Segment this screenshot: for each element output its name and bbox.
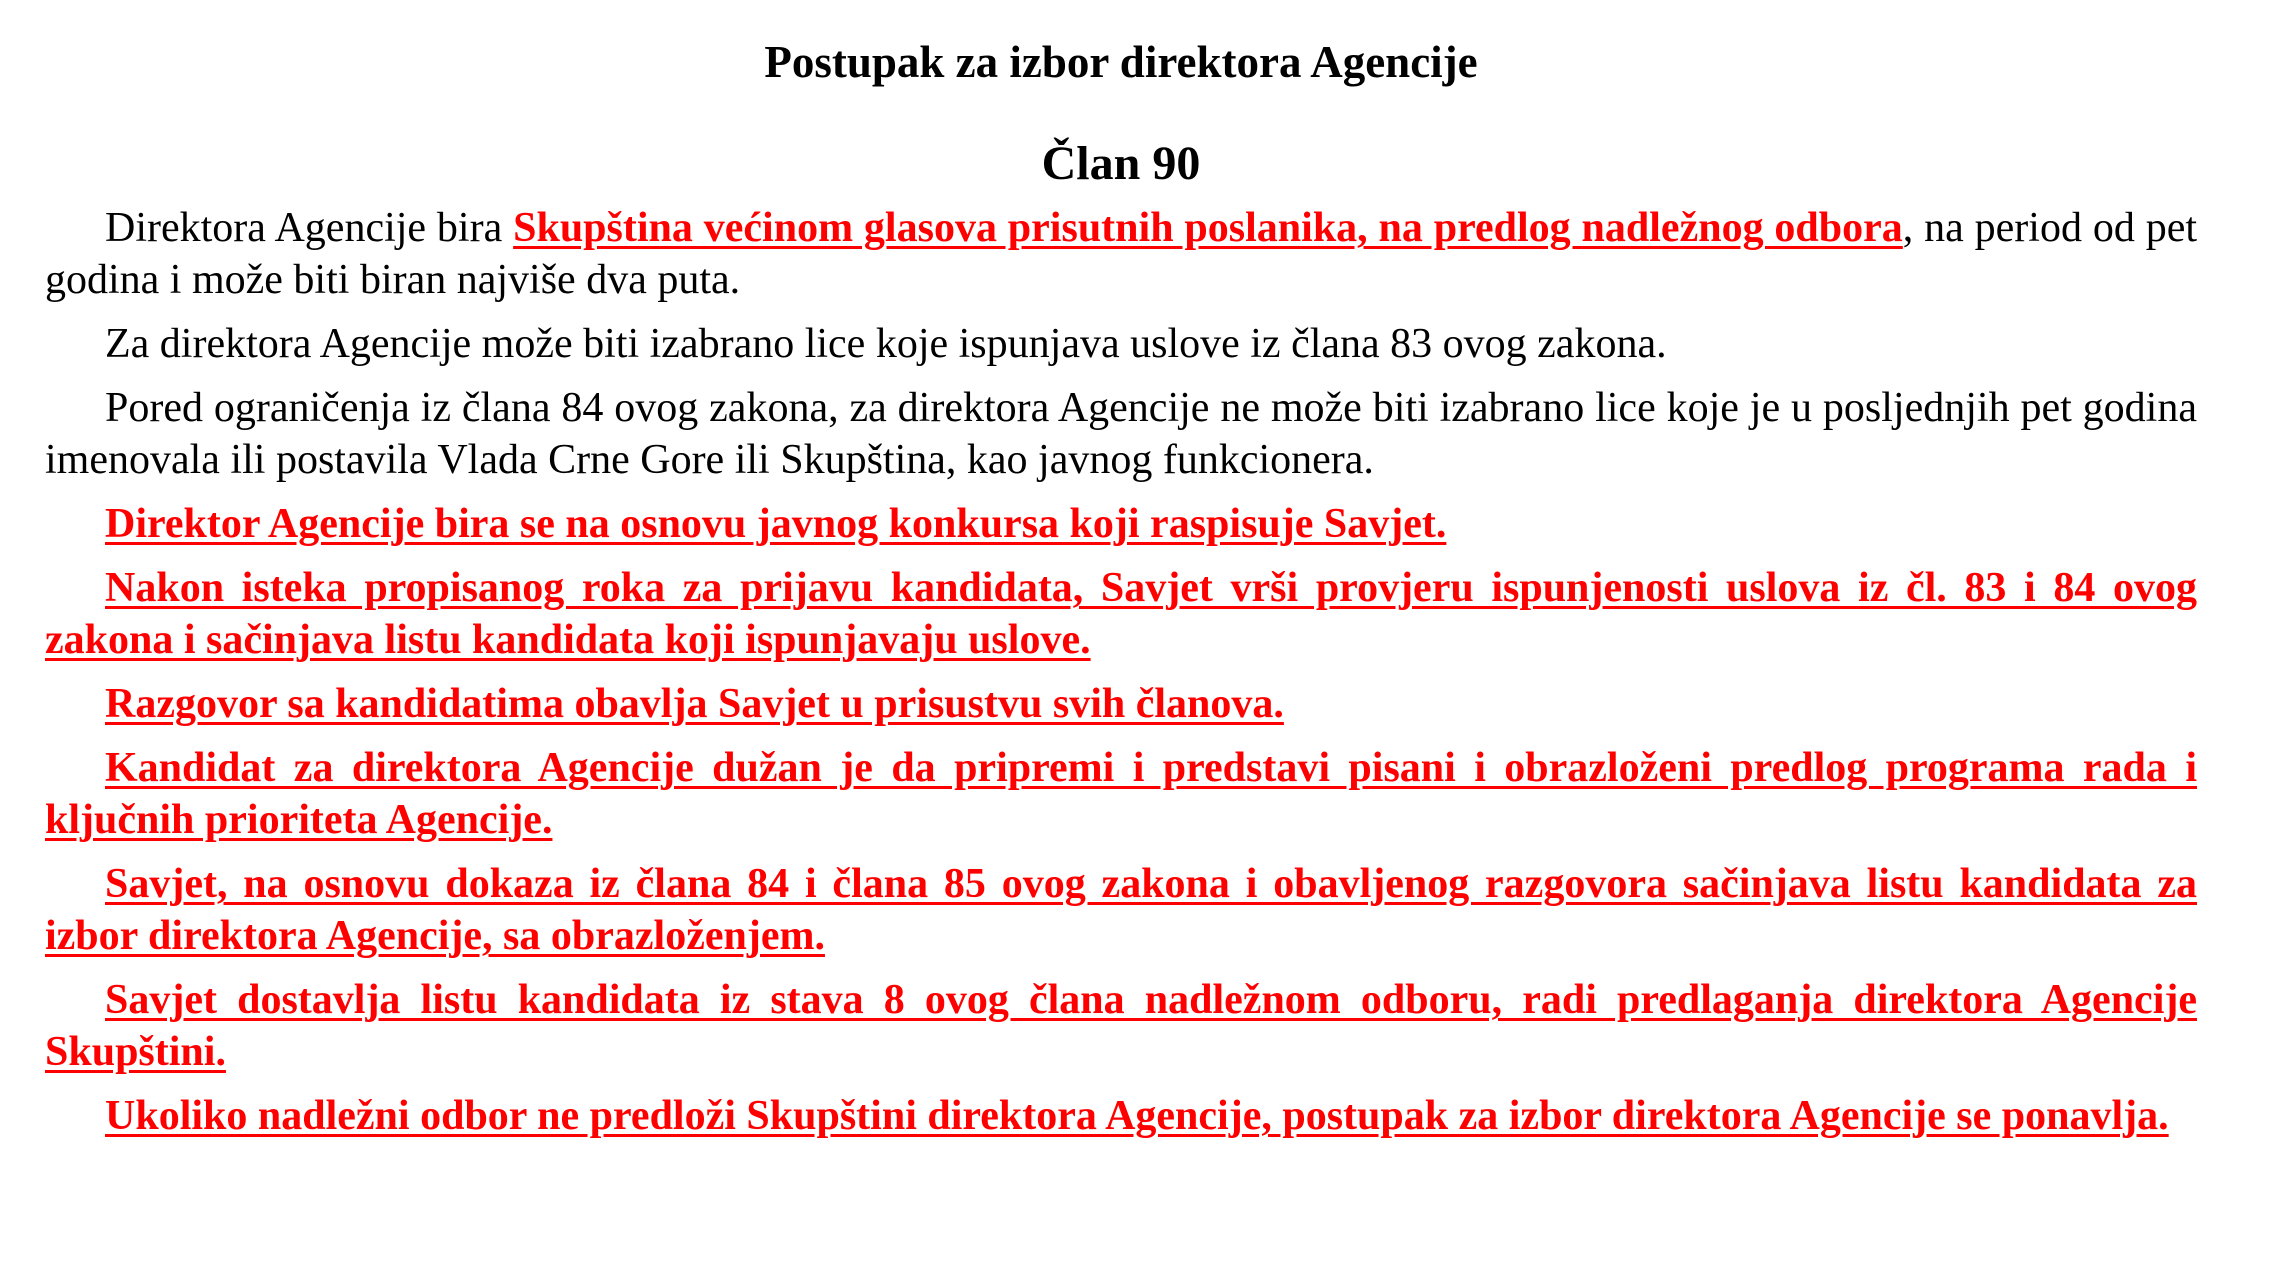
inserted-amendment-text: Skupština većinom glasova prisutnih poslanika, na predlog nadležnog odbora	[513, 205, 1903, 251]
amendment-text: Razgovor sa kandidatima obavlja Savjet u prisustvu svih članova.	[105, 681, 1284, 727]
amendment-paragraph-6	[45, 678, 2197, 730]
amendment-text: Ukoliko nadležni odbor ne predloži Skupštini direktora Agencije, postupak za izbor direktora Agencije se ponavlja.	[105, 1093, 2169, 1139]
paragraph-1-text: Direktora Agencije bira	[105, 205, 514, 251]
paragraph-3: Pored ograničenja iz člana 84 ovog zakona, za direktora Agencije ne može biti izabrano lice koje je u posljednjih pet godina imenovala ili postavila Vlada Crne Gore ili Skupština, kao javnog funkcionera.	[45, 385, 2197, 483]
amendment-text: Savjet, na osnovu dokaza iz člana 84 i člana 85 ovog zakona i obavljenog razgovora sačinjava listu kandidata za izbor direktora Agencije, sa obrazloženjem.	[45, 861, 2197, 959]
article-heading: Član 90	[1041, 137, 1201, 190]
amendment-text: Direktor Agencije bira se na osnovu javnog konkursa koji raspisuje Savjet.	[105, 501, 1447, 547]
amendment-text: Kandidat za direktora Agencije dužan je da pripremi i predstavi pisani i obrazloženi predlog programa rada i ključnih prioriteta Agencije.	[45, 745, 2197, 843]
amendment-paragraph-7	[45, 742, 2197, 846]
document-page	[45, 0, 2197, 1142]
amendment-paragraph-10	[45, 1090, 2197, 1142]
amendment-text: Savjet dostavlja listu kandidata iz stava 8 ovog člana nadležnom odboru, radi predlaganja direktora Agencije Skupštini.	[45, 977, 2197, 1075]
amendment-paragraph-4	[45, 498, 2197, 550]
amendment-paragraph-5	[45, 562, 2197, 666]
section-title: Postupak za izbor direktora Agencije	[764, 37, 1478, 87]
amendment-paragraph-9	[45, 974, 2197, 1078]
paragraph-1	[45, 202, 2197, 306]
amendment-text: Nakon isteka propisanog roka za prijavu kandidata, Savjet vrši provjeru ispunjenosti uslova iz čl. 83 i 84 ovog zakona i sačinjava listu kandidata koji ispunjavaju uslove.	[45, 565, 2197, 663]
amendment-paragraph-8	[45, 858, 2197, 962]
paragraph-2: Za direktora Agencije može biti izabrano lice koje ispunjava uslove iz člana 83 ovog zakona.	[105, 321, 1667, 367]
paragraph-1-continuation: , na period od pet godina i može biti biran najviše dva puta.	[45, 205, 2198, 303]
